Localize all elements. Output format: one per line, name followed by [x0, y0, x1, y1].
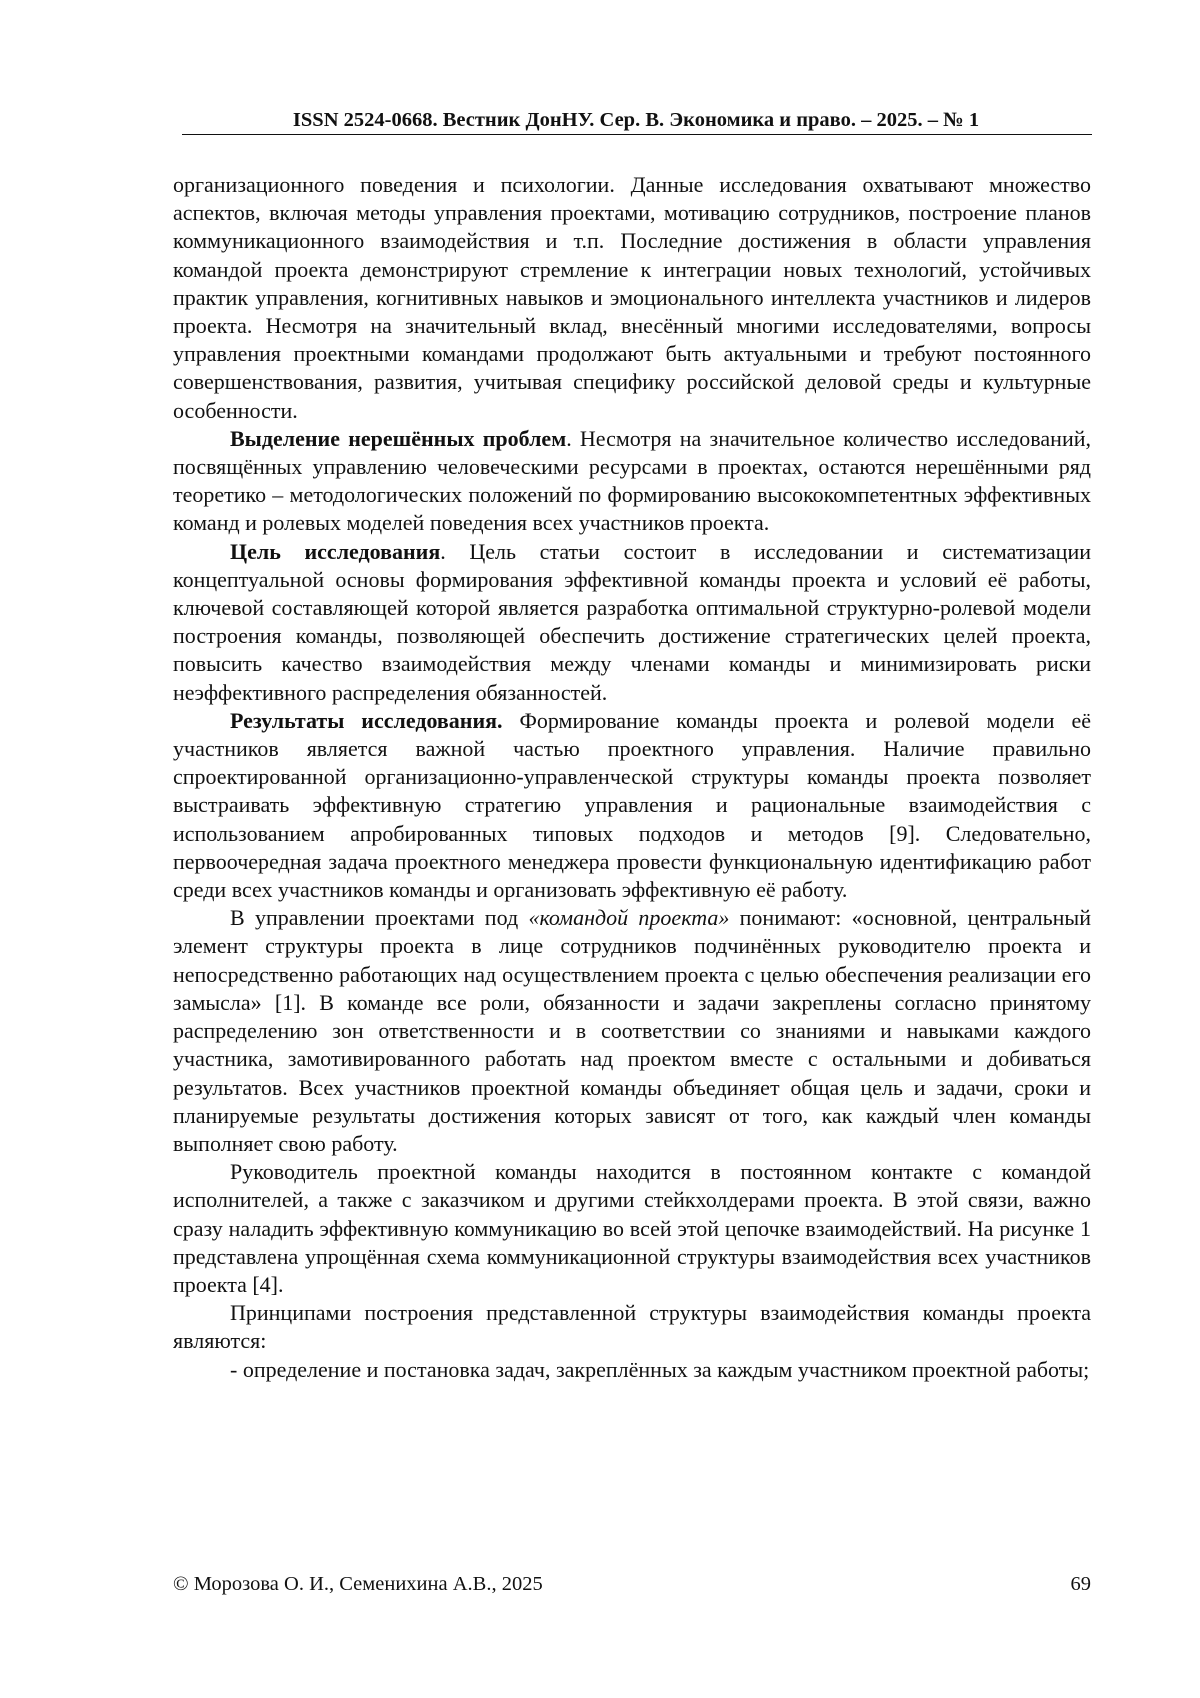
paragraph-unsolved-problems — [173, 425, 1091, 538]
research-goal-heading: Цель исследования — [230, 538, 441, 564]
paragraph-research-goal — [173, 538, 1091, 707]
article-body — [173, 171, 1091, 1384]
unsolved-problems-heading: Выделение нерешённых проблем — [230, 425, 567, 451]
research-results-text: Формирование команды проекта и ролевой модели её участников является важной частью проектного управления. Наличие правильно спроектированной организационно-управленческой структуры команды проекта позволяет выстраивать эффективную стратегию управления и рациональные взаимодействия с использованием апробированных типовых подходов и методов [9]. Следовательно, первоочередная задача проектного менеджера провести функциональную идентификацию работ среди всех участников команды и организовать эффективную её работу. — [173, 707, 1091, 903]
team-definition-text: понимают: «основной, центральный элемент структуры проекта в лице сотрудников подчинённых руководителю проекта и непосредственно работающих над осуществлением проекта с целью обеспечения реализации его замысла» [1]. В команде все роли, обязанности и задачи закреплены согласно принятому распределению зон ответственности и в соответствии со знаниями и навыками каждого участника, замотивированного работать над проектом вместе с остальными и добиваться результатов. Всех участников проектной команды объединяет общая цель и задачи, сроки и планируемые результаты достижения которых зависят от того, как каждый член команды выполняет свою работу. — [173, 905, 1091, 1156]
research-results-heading: Результаты исследования. — [230, 707, 503, 733]
page-number: 69 — [1070, 1573, 1091, 1595]
paragraph-team-leader: Руководитель проектной команды находится в постоянном контакте с командой исполнителей, а также с заказчиком и другими стейкхолдерами проекта. В этой связи, важно сразу наладить эффективную коммуникацию во всей этой цепочке взаимодействий. На рисунке 1 представлена упрощённая схема коммуникационной структуры взаимодействия всех участников проекта [4]. — [173, 1159, 1091, 1297]
paragraph-1: организационного поведения и психологии. Данные исследования охватывают множество аспектов, включая методы управления проектами, мотивацию сотрудников, построение планов коммуникационного взаимодействия и т.п. Последние достижения в области управления командой проекта демонстрируют стремление к интеграции новых технологий, устойчивых практик управления, когнитивных навыков и эмоционального интеллекта участников и лидеров проекта. Несмотря на значительный вклад, внесённый многими исследователями, вопросы управления проектными командами продолжают быть актуальными и требуют постоянного совершенствования, развития, учитывая специфику российской деловой среды и культурные особенности. — [173, 172, 1091, 423]
paragraph-project-team-definition — [173, 904, 1091, 1158]
copyright-footer: © Морозова О. И., Семенихина А.В., 2025 — [173, 1573, 543, 1595]
team-definition-term: «командой проекта» — [528, 905, 730, 931]
running-header: ISSN 2524-0668. Вестник ДонНУ. Сер. В. Экономика и право. – 2025. – № 1 — [292, 109, 980, 131]
research-goal-text: . Цель статьи состоит в исследовании и систематизации концептуальной основы формирования эффективной команды проекта и условий её работы, ключевой составляющей которой является разработка оптимальной структурно-ролевой модели построения команды, позволяющей обеспечить достижение стратегических целей проекта, повысить качество взаимодействия между членами команды и минимизировать риски неэффективного распределения обязанностей. — [173, 538, 1091, 705]
unsolved-problems-text: . Несмотря на значительное количество исследований, посвящённых управлению человеческими ресурсами в проектах, остаются нерешёнными ряд теоретико – методологических положений по формированию высококомпетентных эффективных команд и ролевых моделей поведения всех участников проекта. — [173, 425, 1091, 536]
paragraph-principles: Принципами построения представленной структуры взаимодействия команды проекта являются: — [173, 1300, 1091, 1354]
list-item-principle-1: - определение и постановка задач, закреплённых за каждым участником проектной работы; — [230, 1356, 1090, 1382]
header-rule — [182, 134, 1092, 135]
team-definition-start: В управлении проектами под — [230, 905, 529, 931]
paragraph-research-results — [173, 707, 1091, 904]
